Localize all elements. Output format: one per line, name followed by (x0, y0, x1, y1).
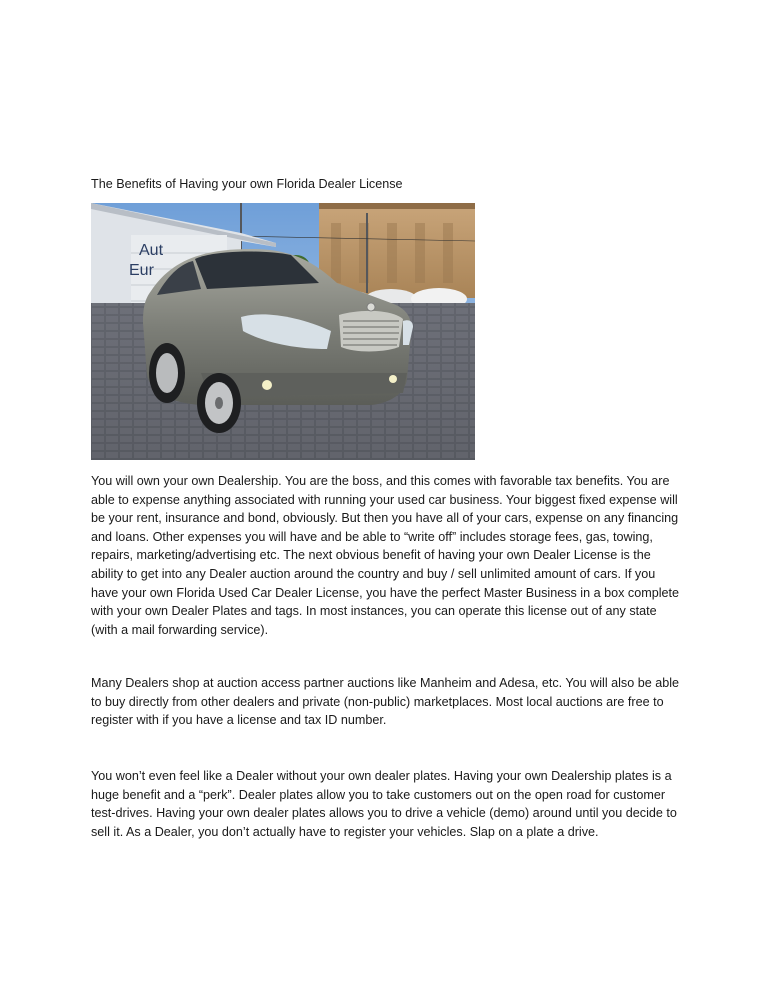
document-title: The Benefits of Having your own Florida Dealer License (91, 177, 403, 191)
car-photo (91, 203, 475, 460)
paragraph-3: You won’t even feel like a Dealer without your own dealer plates. Having your own Dealership plates is a huge benefit and a “perk”. Dealer plates allow you to take customers out on the open road for customer test-drives. Having your own dealer plates allows you to drive a vehicle (demo) around until you decide to sell it. As a Dealer, you don’t actually have to register your vehicles. Slap on a plate a drive. (91, 769, 677, 839)
sign-text-1: Aut (139, 242, 164, 259)
sign-text-2: Eur (129, 262, 154, 279)
paragraph-1: You will own your own Dealership. You are the boss, and this comes with favorable tax benefits. You are able to expense anything associated with running your used car business. Your biggest fixed expense will be your rent, insurance and bond, obviously. But then you have all of your cars, expense on any financing and loans. Other expenses you will have and be able to “write off” includes storage fees, gas, towing, repairs, marketing/advertising etc. The next obvious benefit of having your own Dealer License is the ability to get into any Dealer auction around the country and buy / sell unlimited amount of cars. If you have your own Florida Used Car Dealer License, you have the perfect Master Business in a box complete with your own Dealer Plates and tags. In most instances, you can operate this license out of any state (with a mail forwarding service). (91, 474, 680, 637)
paragraph-2: Many Dealers shop at auction access partner auctions like Manheim and Adesa, etc. You will also be able to buy directly from other dealers and private (non-public) marketplaces. Most local auctions are free to register with if you have a license and tax ID number. (91, 676, 680, 728)
